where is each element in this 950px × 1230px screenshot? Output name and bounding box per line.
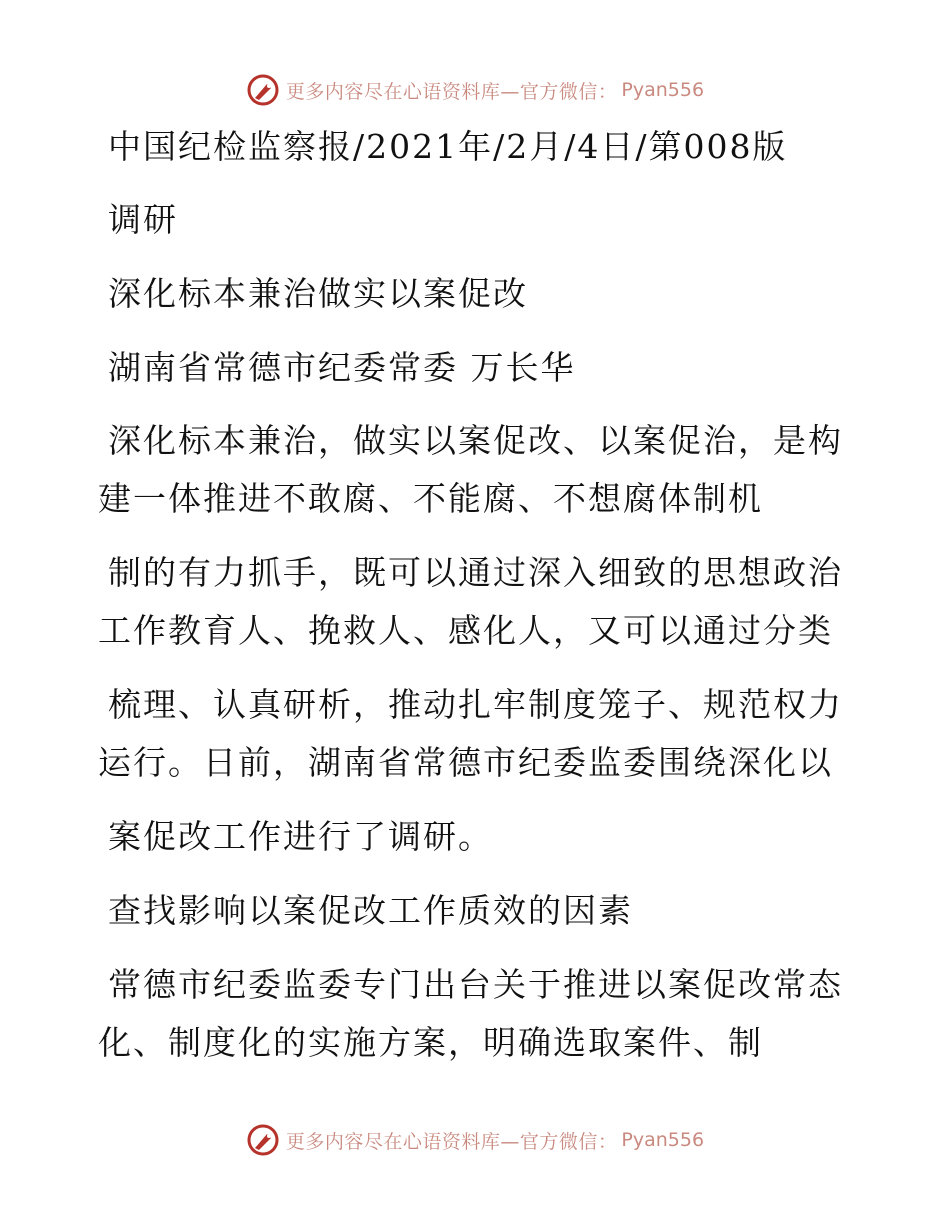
paragraph-line: 制的有力抓手，既可以通过深入细致的思想政治 [108, 553, 843, 592]
paragraph-line: 深化标本兼治，做实以案促改、以案促治，是构 [108, 421, 843, 460]
paragraph-line: 工作教育人、挽救人、感化人，又可以通过分类 [98, 611, 833, 650]
paragraph-line: 建一体推进不敢腐、不能腐、不想腐体制机 [98, 479, 763, 518]
pen-nib-logo-icon [246, 1123, 280, 1157]
watermark-text: 更多内容尽在心语资料库—官方微信： [285, 1130, 618, 1153]
article-author: 湖南省常德市纪委常委 万长华 [108, 348, 576, 387]
watermark-text: 更多内容尽在心语资料库—官方微信： [285, 80, 618, 103]
section-line: 化、制度化的实施方案，明确选取案件、制 [98, 1023, 763, 1062]
pen-nib-logo-icon [246, 73, 280, 107]
paragraph-line: 梳理、认真研析，推动扎牢制度笼子、规范权力 [108, 685, 843, 724]
section-line: 常德市纪委监委专门出台关于推进以案促改常态 [108, 965, 843, 1004]
column-label: 调研 [108, 200, 178, 239]
watermark-header [0, 70, 950, 110]
watermark-footer [0, 1120, 950, 1160]
section-heading: 查找影响以案促改工作质效的因素 [108, 891, 633, 930]
paragraph-line: 运行。日前，湖南省常德市纪委监委围绕深化以 [98, 743, 833, 782]
watermark-wechat-id: Pyan556 [621, 79, 705, 101]
article-title: 深化标本兼治做实以案促改 [108, 274, 528, 313]
paragraph-line: 案促改工作进行了调研。 [108, 817, 493, 856]
watermark-wechat-id: Pyan556 [621, 1129, 705, 1151]
source-line: 中国纪检监察报/2021年/2月/4日/第008版 [108, 127, 788, 166]
